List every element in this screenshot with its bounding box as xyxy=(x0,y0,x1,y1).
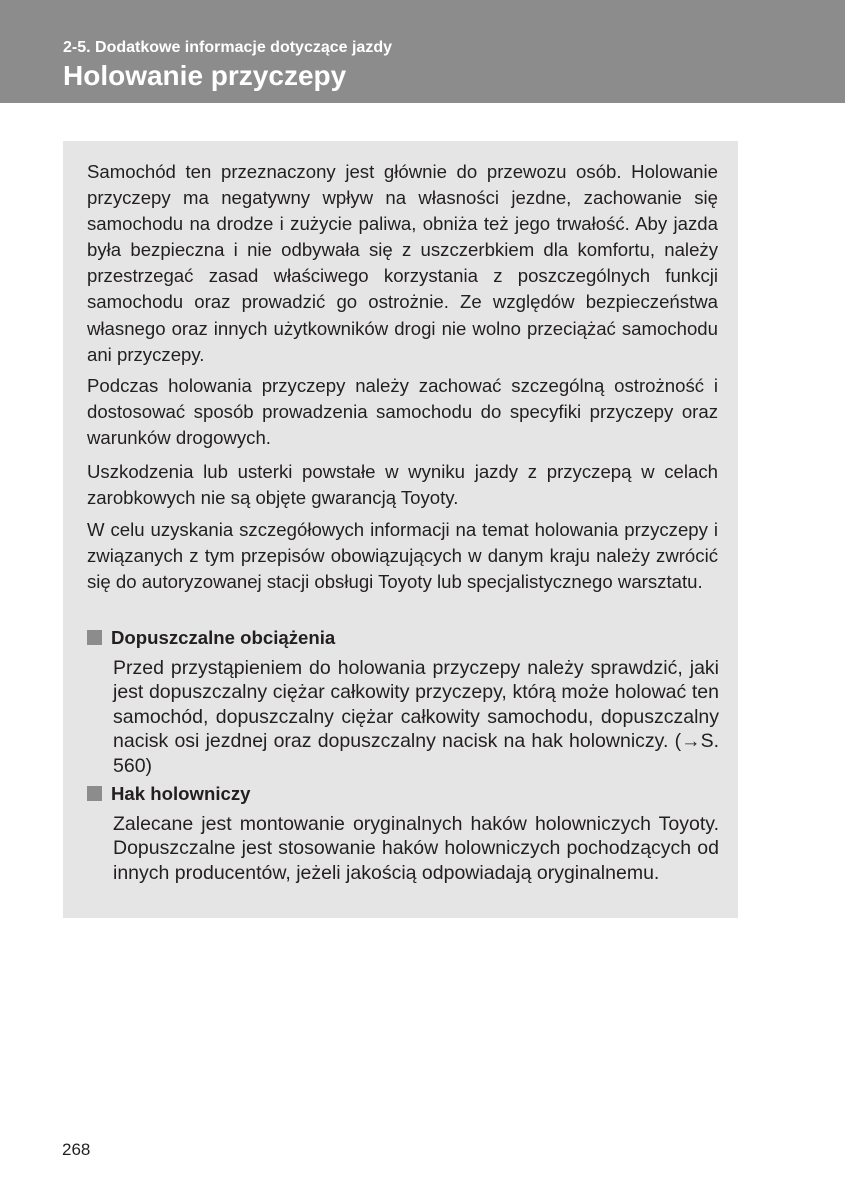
subsection-heading-loads xyxy=(87,625,718,651)
notice-paragraph-4: W celu uzyskania szczegółowych informacji na temat holowania przyczepy i związanych z tym przepisów obowiązujących w danym kraju należy zwrócić się do autoryzowanej stacji obsługi Toyoty lub specjalistycznego warsztatu. xyxy=(87,519,718,593)
section-label: 2-5. Dodatkowe informacje dotyczące jazdy xyxy=(63,39,392,56)
subsection-text-loads: Przed przystąpieniem do holowania przyczepy należy sprawdzić, jaki jest dopuszczalny ciężar całkowity przyczepy, którą może holować ten samochód, dopuszczalny ciężar całkowity samochodu, dopuszczalny nacisk osi jezdnej oraz dopuszczalny nacisk na hak holowniczy. (→S. 560) xyxy=(113,657,719,777)
notice-paragraph-1: Samochód ten przeznaczony jest głównie do przewozu osób. Holowanie przyczepy ma negatywny wpływ na własności jezdne, zachowanie się samochodu na drodze i zużycie paliwa, obniża też jego trwałość. Aby jazda była bezpieczna i nie odbywała się z uszczerbkiem dla komfortu, należy przestrzegać zasad właściwego korzystania z poszczególnych funkcji samochodu oraz prowadzić go ostrożnie. Ze względów bezpieczeństwa własnego oraz innych użytkowników drogi nie wolno przeciążać samochodu ani przyczepy. xyxy=(87,161,718,365)
subsection-text-hitch: Zalecane jest montowanie oryginalnych haków holowniczych Toyoty. Dopuszczalne jest stosowanie haków holowniczych pochodzących od innych producentów, jeżeli jakością odpowiadają oryginalnemu. xyxy=(113,813,719,884)
page-title: Holowanie przyczepy xyxy=(63,60,347,91)
notice-paragraph-3: Uszkodzenia lub usterki powstałe w wyniku jazdy z przyczepą w celach zarobkowych nie są objęte gwarancją Toyoty. xyxy=(87,461,718,509)
page-header xyxy=(0,0,845,103)
subsection-heading-hitch xyxy=(87,781,718,807)
notice-paragraph-2: Podczas holowania przyczepy należy zachować szczególną ostrożność i dostosować sposób prowadzenia samochodu do specyfiki przyczepy oraz warunków drogowych. xyxy=(87,375,718,449)
subsection-heading-hitch-label: Hak holowniczy xyxy=(111,783,251,804)
page-number: 268 xyxy=(62,1140,91,1159)
subsection-heading-loads-label: Dopuszczalne obciążenia xyxy=(111,627,336,648)
square-bullet-icon xyxy=(87,786,102,801)
square-bullet-icon xyxy=(87,630,102,645)
notice-box xyxy=(63,141,738,918)
